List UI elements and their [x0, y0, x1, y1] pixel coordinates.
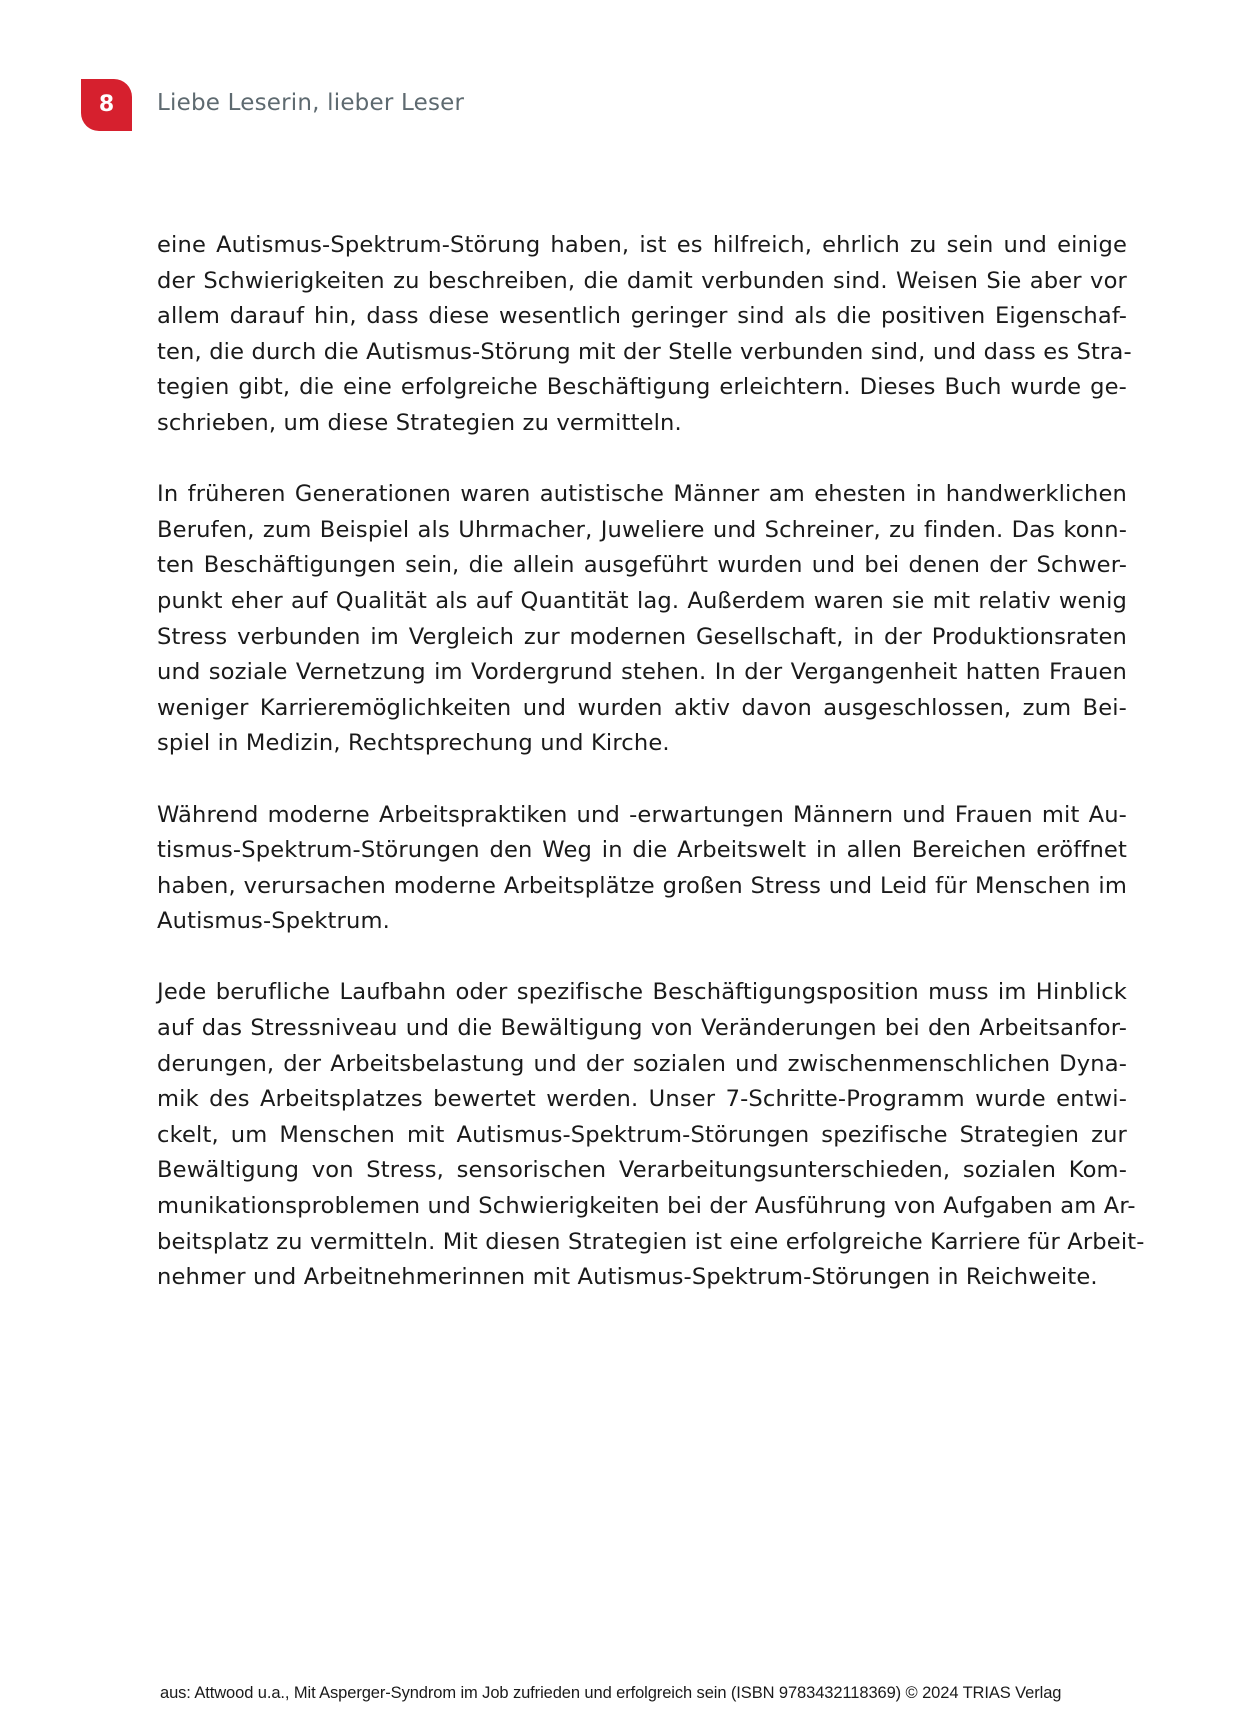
text-line: beitsplatz zu vermitteln. Mit diesen Strategien ist eine erfolgreiche Karriere für Arbeit- — [157, 1228, 1145, 1255]
text-line: ten, die durch die Autismus-Störung mit der Stelle verbunden sind, und dass es Stra- — [157, 338, 1132, 365]
text-line: tegien gibt, die eine erfolgreiche Beschäftigung erleichtern. Dieses Buch wurde ge- — [157, 374, 1127, 401]
text-line: und soziale Vernetzung im Vordergrund stehen. In der Vergangenheit hatten Frauen — [157, 659, 1127, 686]
page-number: 8 — [98, 92, 115, 117]
text-line: In früheren Generationen waren autistische Männer am ehesten in handwerklichen — [157, 481, 1127, 508]
text-line: ten Beschäftigungen sein, die allein ausgeführt wurden und bei denen der Schwer- — [157, 552, 1127, 579]
text-line: ckelt, um Menschen mit Autismus-Spektrum-Störungen spezifische Strategien zur — [157, 1121, 1127, 1148]
text-line: auf das Stressniveau und die Bewältigung von Veränderungen bei den Arbeitsanfor- — [157, 1015, 1127, 1042]
paragraph — [157, 228, 1132, 442]
copyright-footer: aus: Attwood u.a., Mit Asperger-Syndrom im Job zufrieden und erfolgreich sein (ISBN 9783432118369) © 2024 TRIAS Verlag — [160, 1684, 1062, 1702]
text-line: haben, verursachen moderne Arbeitsplätze großen Stress und Leid für Menschen im — [157, 872, 1127, 899]
text-line: eine Autismus-Spektrum-Störung haben, ist es hilfreich, ehrlich zu sein und einige — [157, 232, 1127, 258]
text-line: Während moderne Arbeitspraktiken und -erwartungen Männern und Frauen mit Au- — [157, 801, 1127, 828]
text-line: Jede berufliche Laufbahn oder spezifische Beschäftigungsposition muss im Hinblick — [157, 979, 1127, 1006]
text-line: weniger Karrieremöglichkeiten und wurden aktiv davon ausgeschlossen, zum Bei- — [157, 694, 1127, 721]
text-line: tismus-Spektrum-Störungen den Weg in die Arbeitswelt in allen Bereichen eröffnet — [157, 837, 1127, 864]
text-line: der Schwierigkeiten zu beschreiben, die damit verbunden sind. Weisen Sie aber vor — [157, 267, 1127, 294]
text-line: punkt eher auf Qualität als auf Quantität lag. Außerdem waren sie mit relativ wenig — [157, 587, 1127, 614]
text-line: Stress verbunden im Vergleich zur modernen Gesellschaft, in der Produktionsraten — [157, 623, 1127, 650]
paragraph — [157, 798, 1127, 940]
text-line: derungen, der Arbeitsbelastung und der sozialen und zwischenmenschlichen Dyna- — [157, 1050, 1127, 1077]
text-line: Autismus-Spektrum. — [157, 908, 390, 935]
text-line: spiel in Medizin, Rechtsprechung und Kirche. — [157, 730, 670, 757]
text-line: mik des Arbeitsplatzes bewertet werden. Unser 7-Schritte-Programm wurde entwi- — [157, 1086, 1127, 1113]
running-head: Liebe Leserin, lieber Leser — [157, 90, 465, 116]
text-line: nehmer und Arbeitnehmerinnen mit Autismus-Spektrum-Störungen in Reichweite. — [157, 1264, 1098, 1291]
text-line: schrieben, um diese Strategien zu vermitteln. — [157, 409, 682, 436]
text-line: Berufen, zum Beispiel als Uhrmacher, Juweliere und Schreiner, zu finden. Das konn- — [157, 516, 1127, 543]
page-number-badge — [81, 79, 132, 131]
body-text — [157, 228, 1145, 1331]
paragraph — [157, 975, 1145, 1295]
text-line: munikationsproblemen und Schwierigkeiten bei der Ausführung von Aufgaben am Ar- — [157, 1193, 1136, 1220]
text-line: allem darauf hin, dass diese wesentlich geringer sind als die positiven Eigenschaf- — [157, 303, 1127, 330]
text-line: Bewältigung von Stress, sensorischen Verarbeitungsunterschieden, sozialen Kom- — [157, 1157, 1127, 1184]
paragraph — [157, 477, 1127, 762]
